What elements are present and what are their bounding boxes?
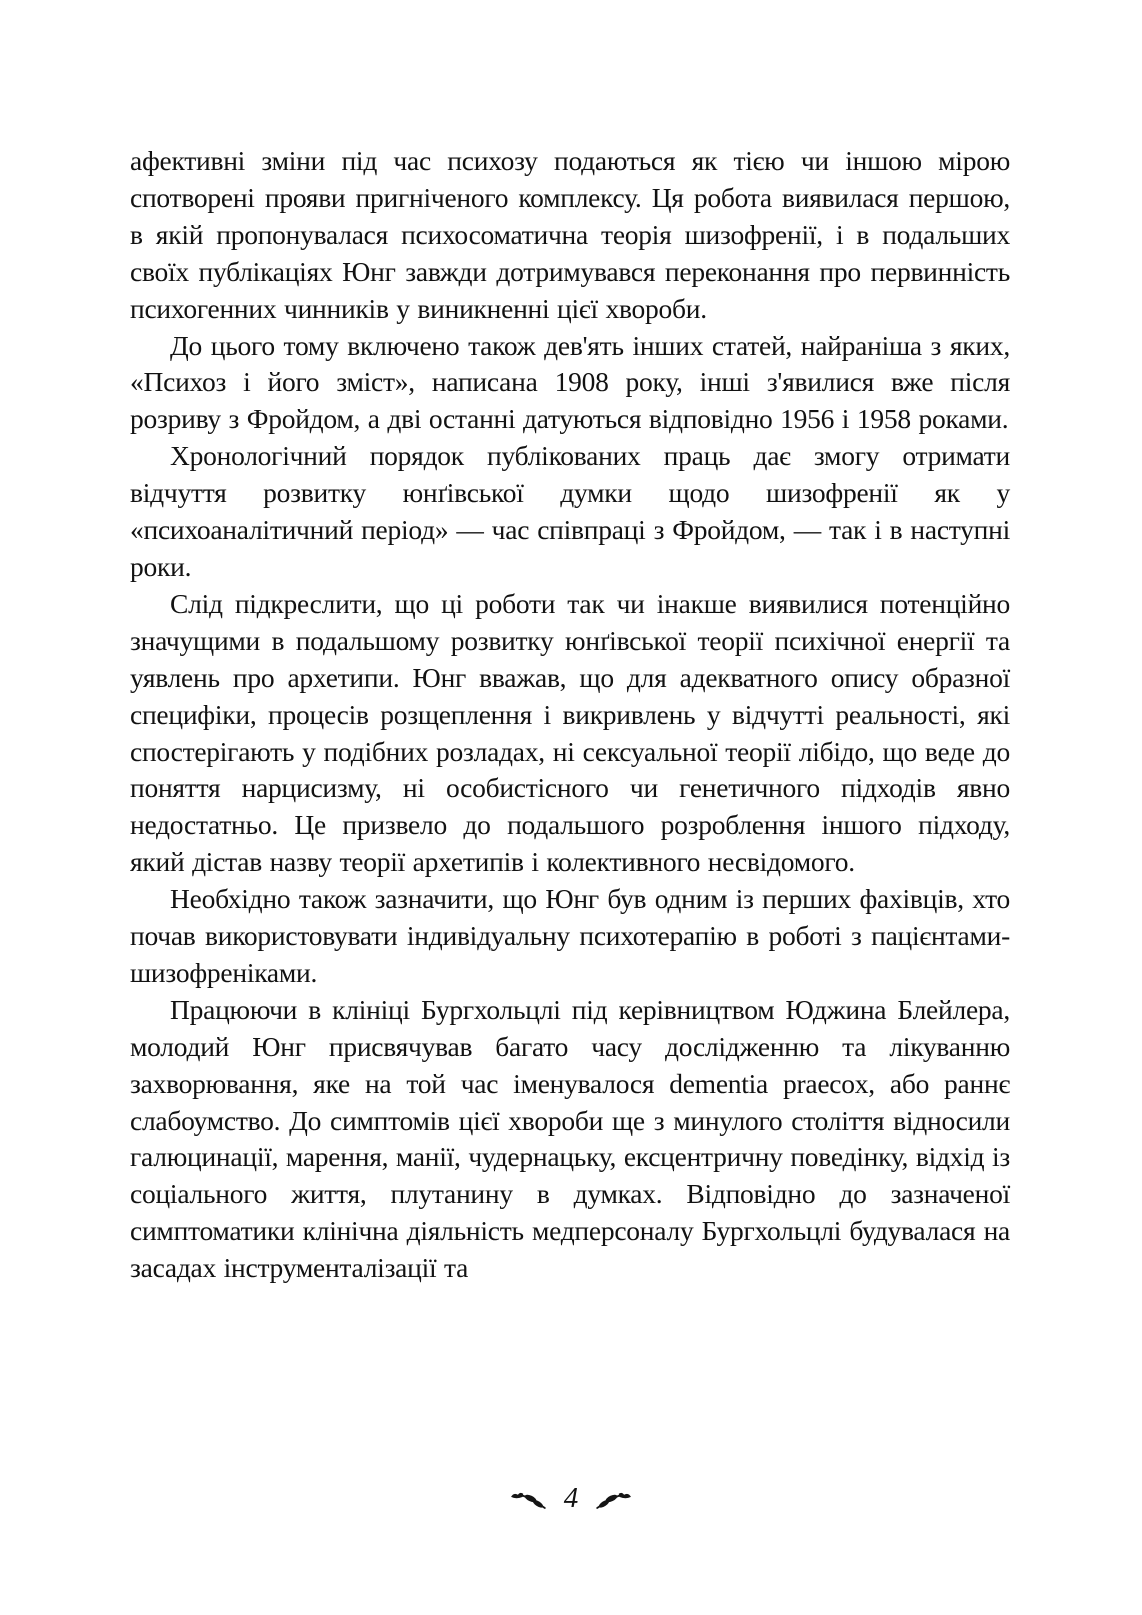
paragraph: Працюючи в клініці Бургхольцлі під керівництвом Юджина Блейлера, молодий Юнг присвячував багато часу дослідженню та лікуванню захворювання, яке на той час іменувалося dementia praecox, або раннє слабоумство. До симптомів цієї хвороби ще з минулого століття відносили галюцинації, марення, манії, чудернацьку, ексцентричну поведінку, відхід із соціального життя, плутанину в думках. Відповідно до зазначеної симптоматики клінічна діяльність медперсоналу Бургхольцлі будувалася на засадах інструменталізації та xyxy=(130,993,1010,1284)
paragraph: До цього тому включено також дев'ять інших статей, найраніша з яких, «Психоз і його зміст», написана 1908 року, інші з'явилися вже після розриву з Фройдом, а дві останні датуються відповідно 1956 і 1958 роками. xyxy=(130,329,1010,435)
page-footer xyxy=(0,1484,1142,1513)
paragraph: Слід підкреслити, що ці роботи так чи інакше виявилися потенційно значущими в подальшому розвитку юнґівської теорії психічної енергії та уявлень про архетипи. Юнг вважав, що для адекватного опису образної специфіки, процесів розщеплення і викривлень у відчутті реальності, які спостерігають у подібних розладах, ні сексуальної теорії лібідо, що веде до поняття нарцисизму, ні особистісного чи генетичного підходів явно недостатньо. Це призвело до подальшого розроблення іншого підходу, який дістав назву теорії архетипів і колективного несвідомого. xyxy=(130,587,1010,878)
paragraph: Хронологічний порядок публікованих праць дає змогу отримати відчуття розвитку юнґівської думки щодо шизофренії як у «психоаналітичний період» — час співпраці з Фройдом, — так і в наступні роки. xyxy=(130,440,1010,582)
paragraph: Необхідно також зазначити, що Юнг був одним із перших фахівців, хто почав використовувати індивідуальну психотерапію в роботі з пацієнтами-шизофреніками. xyxy=(130,883,1010,988)
page-number: 4 xyxy=(563,1482,579,1514)
paragraph: афективні зміни під час психозу подаються як тією чи іншою мірою спотворені прояви пригніченого комплексу. Ця робота виявилася першою, в якій пропонувалася психосоматична теорія шизофренії, і в подальших своїх публікаціях Юнг завжди дотримувався переконання про первинність психогенних чинників у виникненні цієї хвороби. xyxy=(130,145,1010,324)
floral-sprig-icon xyxy=(510,1488,548,1510)
body-text xyxy=(130,143,1010,1287)
floral-sprig-icon xyxy=(594,1488,632,1510)
